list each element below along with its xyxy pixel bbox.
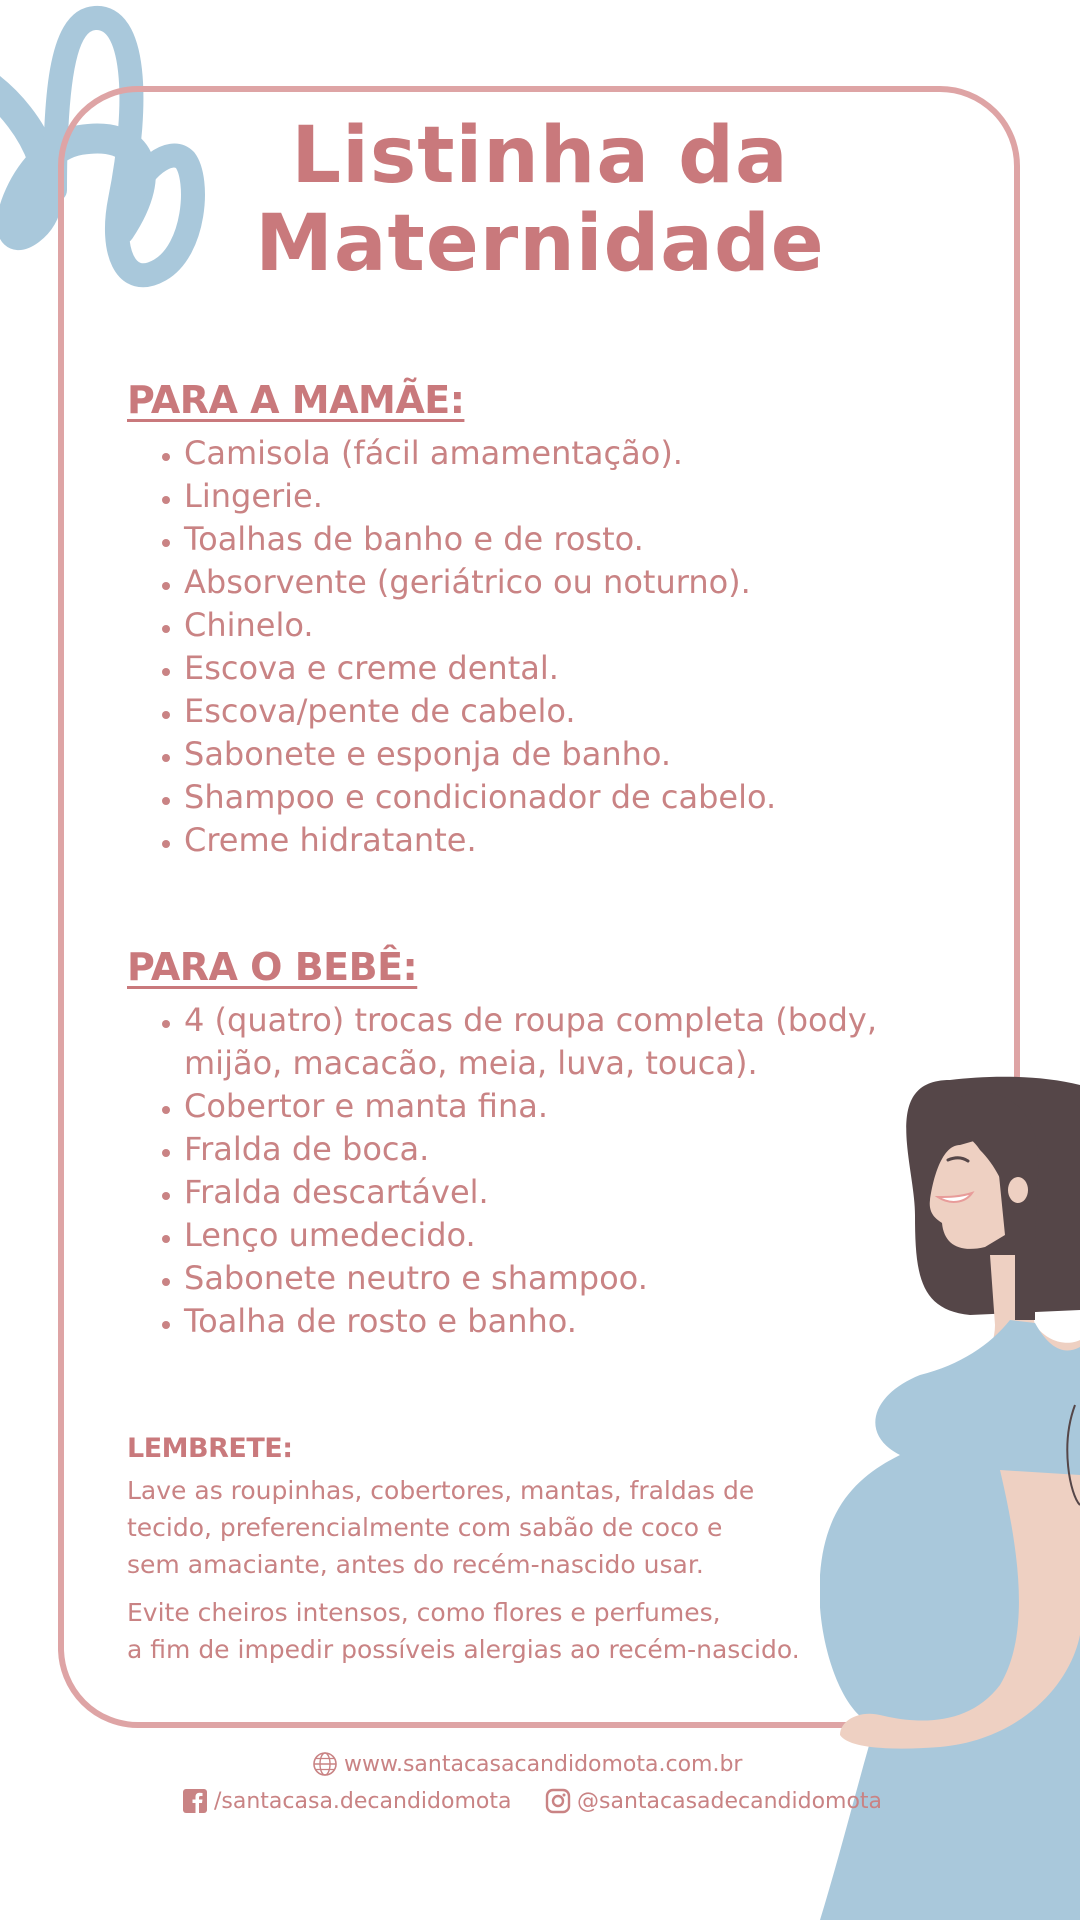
list-item-line: mijão, macacão, meia, luva, touca). (184, 1044, 758, 1082)
list-item (184, 999, 877, 1085)
facebook-text: /santacasa.decandidomota (214, 1788, 512, 1814)
list-item: • Fralda descartável. (184, 1171, 877, 1214)
mamae-list (150, 432, 776, 862)
list-item: • Sabonete neutro e shampoo. (184, 1257, 877, 1300)
reminder-line: sem amaciante, antes do recém-nascido usar. (127, 1550, 704, 1579)
list-item: • Escova/pente de cabelo. (184, 690, 776, 733)
reminder-line: Lave as roupinhas, cobertores, mantas, fraldas de (127, 1476, 755, 1505)
reminder-line: a fim de impedir possíveis alergias ao recém-nascido. (127, 1635, 800, 1664)
list-item: • Shampoo e condicionador de cabelo. (184, 776, 776, 819)
facebook-icon (182, 1788, 208, 1814)
website-text: www.santacasacandidomota.com.br (344, 1751, 743, 1777)
list-item: • Fralda de boca. (184, 1128, 877, 1171)
list-item: • Escova e creme dental. (184, 647, 776, 690)
list-item: • Lenço umedecido. (184, 1214, 877, 1257)
instagram-text: @santacasadecandidomota (577, 1788, 883, 1814)
title-line-1: Listinha da (291, 111, 789, 201)
list-item: • Cobertor e manta fina. (184, 1085, 877, 1128)
globe-icon (312, 1751, 338, 1777)
reminder-paragraph (127, 1594, 800, 1668)
reminder-paragraph (127, 1472, 754, 1583)
page-title (130, 112, 950, 288)
list-item: • Toalha de rosto e banho. (184, 1300, 877, 1343)
bebe-heading: PARA O BEBÊ: (127, 945, 418, 989)
list-item: • Creme hidratante. (184, 819, 776, 862)
instagram-icon (545, 1788, 571, 1814)
title-line-2: Maternidade (255, 199, 825, 289)
facebook-link[interactable] (182, 1788, 511, 1814)
list-item: • Chinelo. (184, 604, 776, 647)
mamae-heading: PARA A MAMÃE: (127, 378, 465, 422)
list-item: • Camisola (fácil amamentação). (184, 432, 776, 475)
reminder-line: tecido, preferencialmente com sabão de coco e (127, 1513, 723, 1542)
reminder-heading: LEMBRETE: (127, 1433, 293, 1464)
list-item-line: 4 (quatro) trocas de roupa completa (body, (184, 1001, 878, 1039)
list-item: • Absorvente (geriátrico ou noturno). (184, 561, 776, 604)
list-item: • Toalhas de banho e de rosto. (184, 518, 776, 561)
list-item: • Lingerie. (184, 475, 776, 518)
list-item: • Sabonete e esponja de banho. (184, 733, 776, 776)
website-link[interactable] (312, 1751, 742, 1777)
instagram-link[interactable] (545, 1788, 882, 1814)
reminder-line: Evite cheiros intensos, como flores e perfumes, (127, 1598, 721, 1627)
bebe-list (150, 999, 877, 1343)
